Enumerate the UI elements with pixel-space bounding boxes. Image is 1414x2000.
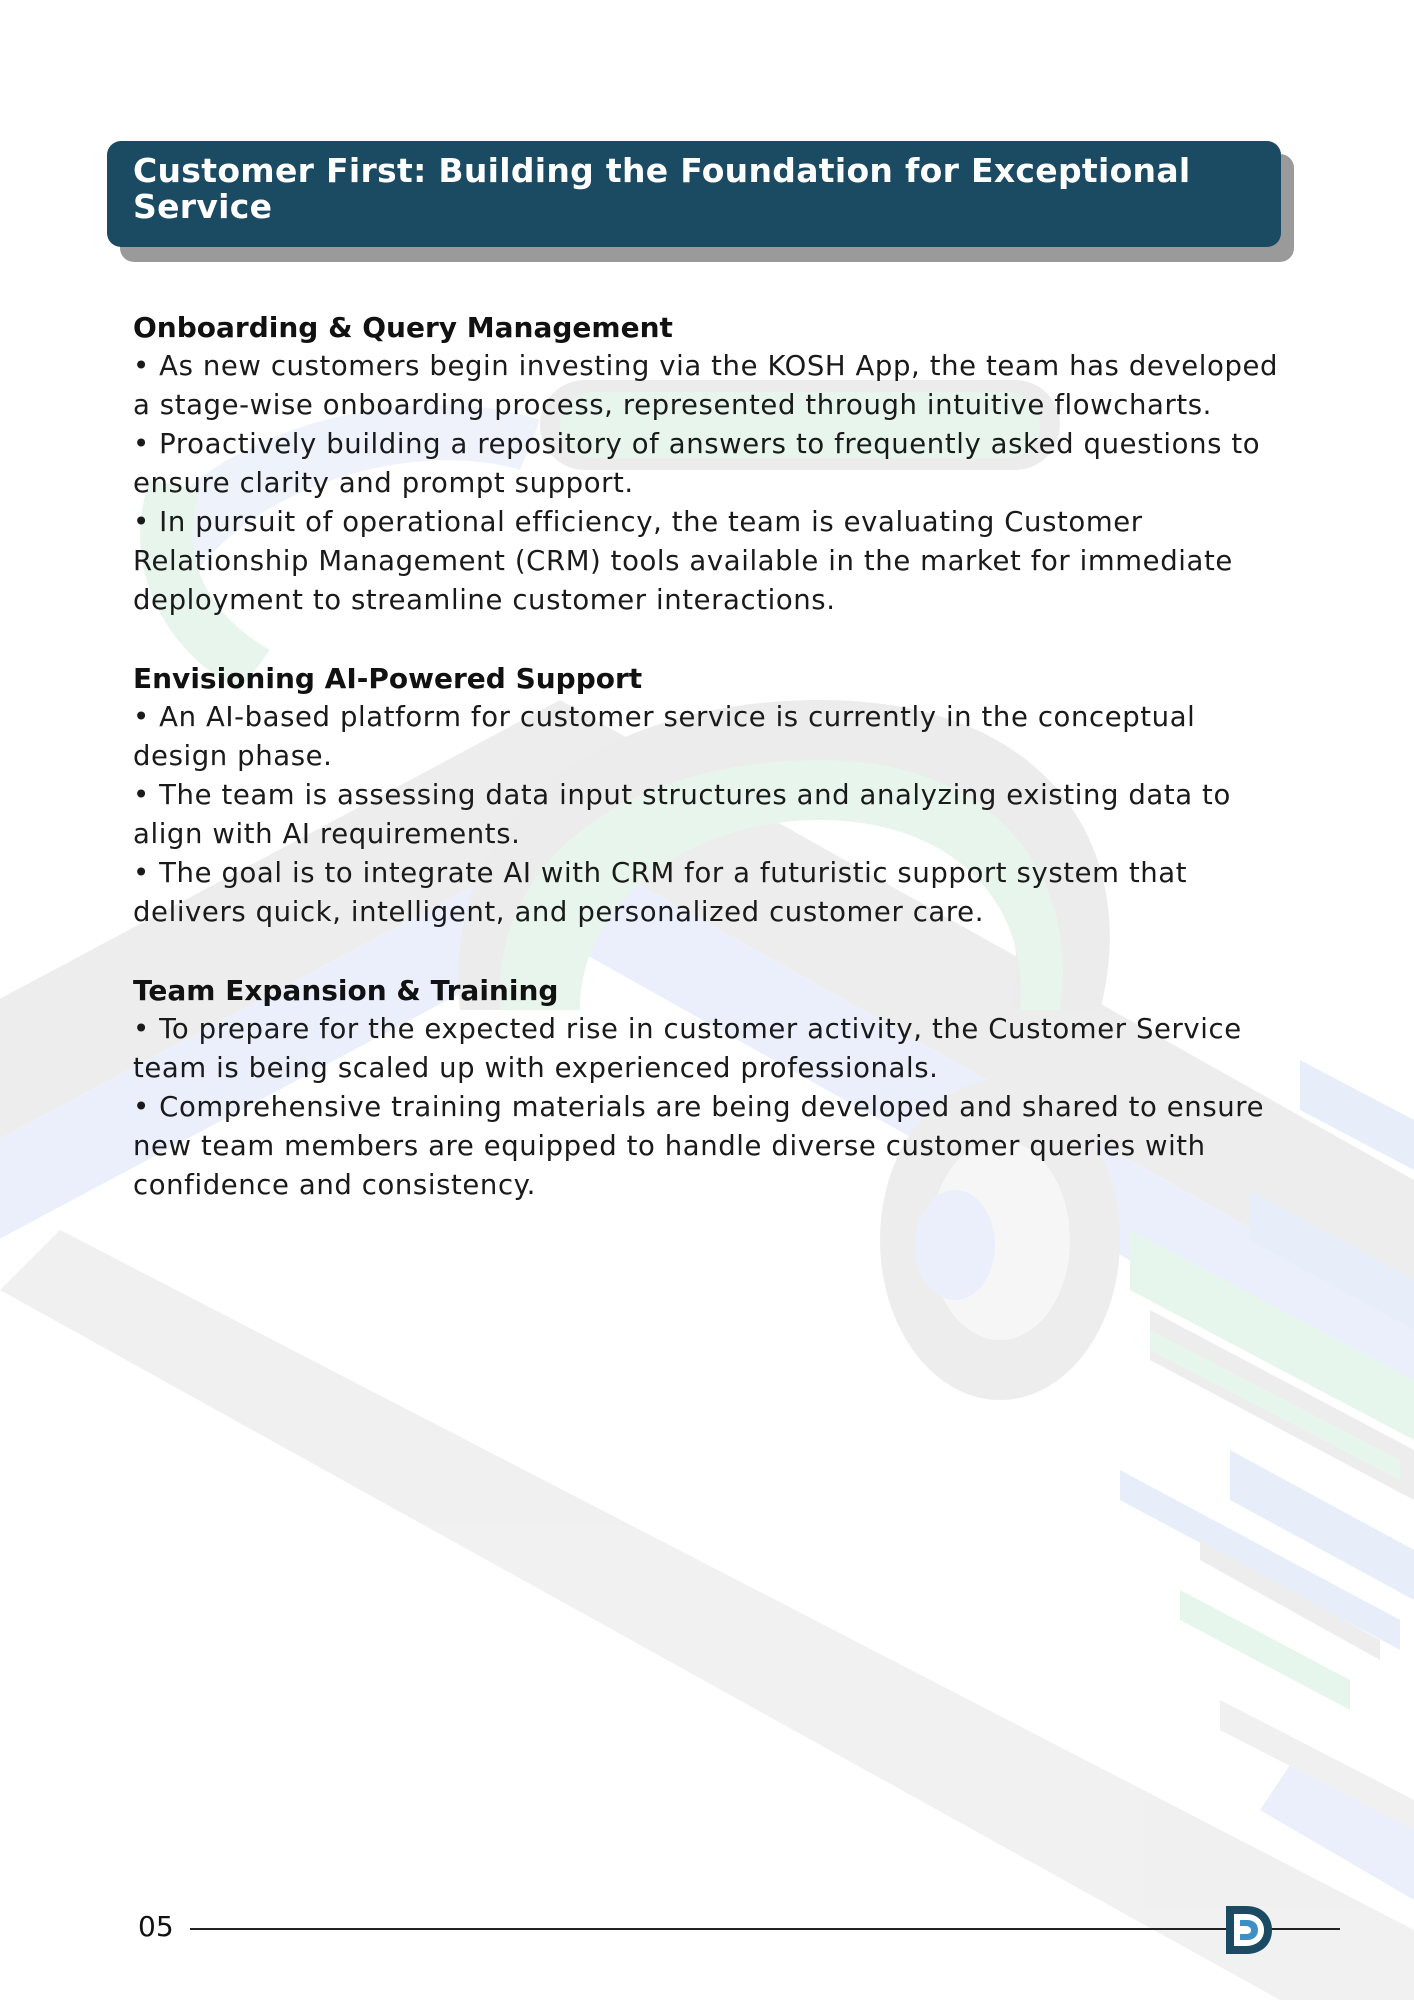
section-ai-support [133,659,1283,932]
bullet-item: • To prepare for the expected rise in customer activity, the Customer Service team is being scaled up with experienced professionals. [133,1013,1242,1084]
content-body [133,308,1283,1244]
section-onboarding [133,308,1283,620]
page-number: 05 [138,1910,174,1943]
bullet-item: • The team is assessing data input structures and analyzing existing data to align with AI requirements. [133,779,1231,850]
section-heading: Onboarding & Query Management [133,311,673,344]
page-title: Customer First: Building the Foundation for Exceptional Service [133,151,1191,226]
page-footer [138,1905,1278,1965]
footer-divider [190,1928,1340,1930]
section-heading: Envisioning AI-Powered Support [133,662,643,695]
bullet-item: • The goal is to integrate AI with CRM for a futuristic support system that delivers quick, intelligent, and personalized customer care. [133,857,1188,928]
bullet-item: • Comprehensive training materials are being developed and shared to ensure new team members are equipped to handle diverse customer queries with confidence and consistency. [133,1091,1265,1201]
bullet-item: • As new customers begin investing via the KOSH App, the team has developed a stage-wise onboarding process, represented through intuitive flowcharts. [133,350,1279,421]
bullet-item: • In pursuit of operational efficiency, the team is evaluating Customer Relationship Management (CRM) tools available in the market for immediate deployment to streamline customer interactions. [133,506,1233,616]
bullet-item: • Proactively building a repository of answers to frequently asked questions to ensure clarity and prompt support. [133,428,1261,499]
bullet-item: • An AI-based platform for customer service is currently in the conceptual design phase. [133,701,1196,772]
section-team-expansion [133,971,1283,1205]
section-heading: Team Expansion & Training [133,974,559,1007]
brand-d-logo-icon [1220,1902,1276,1958]
section-header-banner [107,141,1281,247]
